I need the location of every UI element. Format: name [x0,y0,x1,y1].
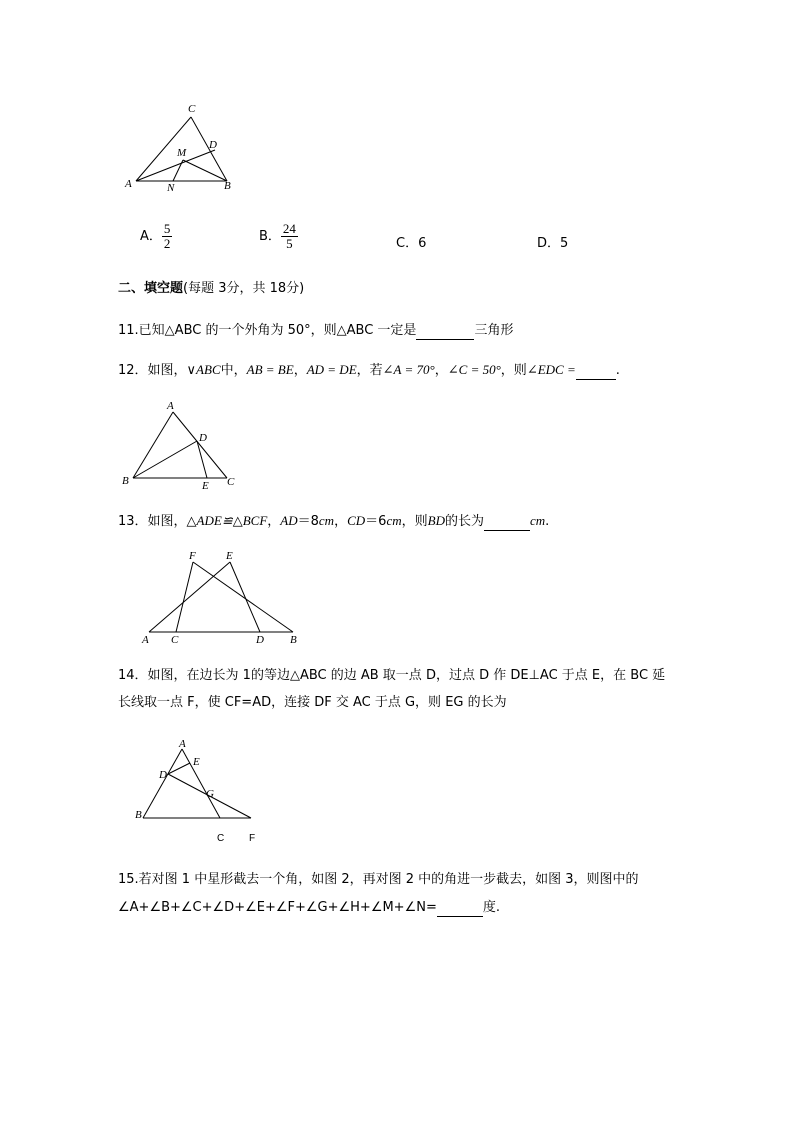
figure-q13-triangles [138,548,308,648]
question-12: 12．如图，∨ABC中，AB = BE，AD = DE，若∠A = 70°，∠C = 50°，则∠EDC = . [118,362,620,378]
label-C: C [217,833,225,844]
label-C: C [227,476,235,488]
label-B: B [135,809,142,821]
question-14-line-1: 14．如图，在边长为 1的等边△ABC 的边 AB 取一点 D，过点 D 作 DE⊥AC 于点 E，在 BC 延 [118,668,666,683]
label-D: D [199,432,207,444]
option-c[interactable]: C．6 [396,236,427,251]
label-C: C [188,103,196,115]
label-A: A [179,738,186,750]
answer-blank-13[interactable] [484,514,530,531]
question-14-line-2: 长线取一点 F，使 CF=AD，连接 DF 交 AC 于点 G，则 EG 的长为 [118,695,507,710]
label-A: A [167,400,174,412]
label-E: E [193,756,200,768]
figure-q14-triangle [130,736,270,846]
answer-blank-11[interactable] [416,323,474,340]
label-E: E [202,480,209,490]
section-heading [118,281,304,297]
label-B: B [224,180,231,192]
label-M: M [177,147,187,159]
option-a-fraction: $\frac{5}{2}$ [163,221,171,251]
question-13: 13．如图，△ADE≌△BCF，AD＝8cm，CD＝6cm，则BD的长为 cm. [118,513,550,529]
question-15-line-2: ∠A+∠B+∠C+∠D+∠E+∠F+∠G+∠H+∠M+∠N= 度. [118,900,500,915]
option-a[interactable]: A． $\frac{5}{2}$ [140,221,171,251]
question-15-line-1: 15.若对图 1 中星形截去一个角，如图 2，再对图 2 中的角进一步截去，如图 3，则图中的 [118,872,639,887]
label-D: D [209,139,217,151]
label-G: G [206,788,214,800]
option-d[interactable]: D．5 [537,236,569,251]
label-A: A [142,634,149,646]
label-D: D [256,634,264,646]
label-N: N [167,182,175,194]
label-A: A [125,178,132,190]
option-b[interactable]: B． $\frac{24}{5}$ [259,221,296,251]
section-note: (每题 3分，共 18分) [183,281,305,296]
option-b-fraction: $\frac{24}{5}$ [282,221,296,251]
answer-blank-15[interactable] [437,900,483,917]
label-E: E [226,550,233,562]
label-D: D [159,769,167,781]
answer-blank-12[interactable] [576,363,616,380]
question-11: 11.已知△ABC 的一个外角为 50°，则△ABC 一定是 三角形 [118,323,514,338]
figure-q10-triangle [118,100,248,195]
label-B: B [290,634,297,646]
label-F: F [189,550,196,562]
label-C: C [171,634,179,646]
label-F: F [249,833,256,844]
figure-q12-triangle [118,398,248,490]
label-B: B [122,475,129,487]
section-title: 二、填空题 [118,281,184,296]
